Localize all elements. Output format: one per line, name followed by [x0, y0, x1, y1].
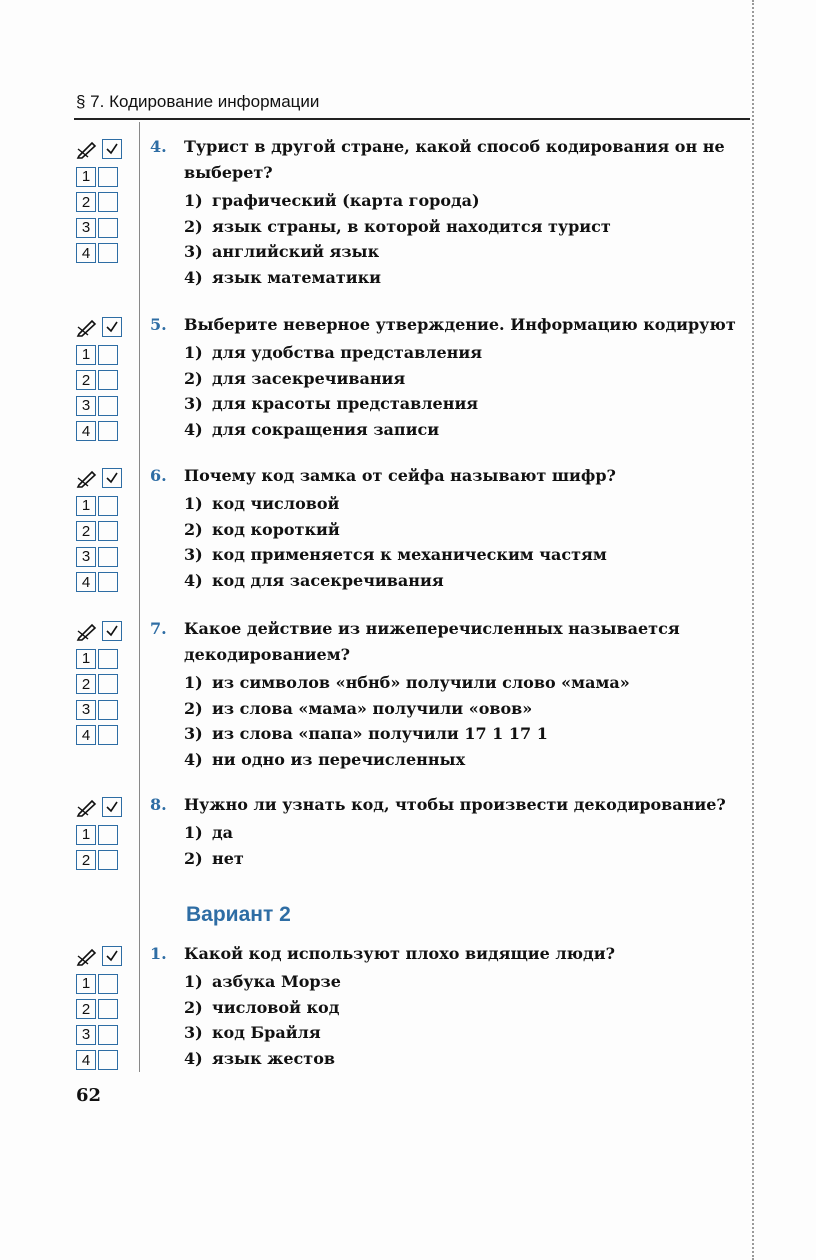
pencil-icon	[76, 317, 100, 337]
option	[184, 340, 750, 366]
option	[184, 820, 750, 846]
option	[184, 188, 750, 214]
option	[184, 995, 750, 1021]
option	[184, 1046, 750, 1072]
option-text: нет	[212, 848, 244, 868]
option	[184, 517, 750, 543]
option-text: язык математики	[212, 267, 382, 287]
answer-checkbox[interactable]	[98, 974, 118, 994]
question-6	[150, 463, 750, 593]
page-cut-line	[752, 0, 754, 1260]
option-number: 1)	[184, 673, 203, 692]
question-text: Какой код используют плохо видящие люди?	[184, 944, 615, 963]
option-text: из слова «папа» получили 17 1 17 1	[212, 724, 548, 743]
page-number: 62	[76, 1085, 102, 1106]
option-number: 4)	[184, 419, 203, 439]
option-number: 2)	[184, 997, 203, 1017]
answer-checkbox[interactable]	[98, 370, 118, 390]
option-number: 1)	[184, 343, 203, 362]
option-number: 2)	[184, 698, 203, 718]
option	[184, 846, 750, 872]
answer-number-box: 3	[76, 700, 96, 720]
answer-grid-q4	[76, 138, 128, 266]
answer-number-box: 4	[76, 725, 96, 745]
option-number: 3)	[184, 724, 203, 743]
option	[184, 747, 750, 773]
answer-number-box: 1	[76, 167, 96, 187]
option-text: код Брайля	[212, 1023, 321, 1042]
answer-checkbox[interactable]	[98, 396, 118, 416]
answer-grid-q7	[76, 620, 128, 748]
answer-checkbox[interactable]	[98, 1050, 118, 1070]
answer-grid-q5	[76, 316, 128, 444]
question-number: 4.	[150, 137, 167, 156]
pencil-icon	[76, 468, 100, 488]
answer-checkbox[interactable]	[98, 700, 118, 720]
checkmark-icon	[105, 471, 119, 485]
option-text: из слова «мама» получили «овов»	[212, 698, 533, 718]
option-text: для красоты представления	[212, 394, 479, 413]
option	[184, 542, 750, 568]
section-header: § 7. Кодирование информации	[76, 92, 320, 111]
check-box	[102, 468, 122, 488]
answer-checkbox[interactable]	[98, 725, 118, 745]
answer-number-box: 2	[76, 192, 96, 212]
question-text: Какое действие из нижеперечисленных называется декодированием?	[184, 619, 680, 664]
question-text-emphasis: неверное	[283, 315, 371, 334]
question-text: Почему код замка от сейфа называют шифр?	[184, 466, 616, 485]
answer-number-box: 3	[76, 218, 96, 238]
answer-checkbox[interactable]	[98, 1025, 118, 1045]
question-7	[150, 616, 750, 772]
question-5	[150, 312, 750, 442]
option	[184, 366, 750, 392]
answer-checkbox[interactable]	[98, 825, 118, 845]
option-number: 1)	[184, 191, 203, 210]
question-8	[150, 792, 750, 871]
question-text-part: утверждение. Информацию кодируют	[370, 315, 736, 334]
option-text: азбука Морзе	[212, 972, 341, 991]
option	[184, 969, 750, 995]
answer-grid-q8	[76, 796, 128, 873]
question-text	[184, 312, 750, 338]
answer-number-box: 3	[76, 547, 96, 567]
answer-number-box: 1	[76, 649, 96, 669]
option-number: 2)	[184, 519, 203, 539]
answer-checkbox[interactable]	[98, 192, 118, 212]
answer-checkbox[interactable]	[98, 167, 118, 187]
question-number: 5.	[150, 315, 167, 334]
answer-number-box: 2	[76, 674, 96, 694]
answer-grid-q6	[76, 467, 128, 595]
answer-number-box: 1	[76, 974, 96, 994]
answer-number-box: 4	[76, 572, 96, 592]
question-4	[150, 134, 750, 290]
pencil-icon	[76, 946, 100, 966]
question-number: 8.	[150, 795, 167, 814]
check-box	[102, 317, 122, 337]
option-number: 2)	[184, 368, 203, 388]
option-text: ни одно из перечисленных	[212, 749, 466, 769]
answer-number-box: 4	[76, 421, 96, 441]
option-number: 2)	[184, 216, 203, 236]
answer-number-box: 1	[76, 825, 96, 845]
option-number: 3)	[184, 545, 203, 564]
header-rule	[74, 118, 750, 120]
check-box	[102, 797, 122, 817]
option-text: код числовой	[212, 494, 340, 513]
variant2-question-1	[150, 941, 750, 1071]
answer-number-box: 2	[76, 370, 96, 390]
answer-checkbox[interactable]	[98, 496, 118, 516]
option	[184, 491, 750, 517]
answer-number-box: 4	[76, 1050, 96, 1070]
option	[184, 417, 750, 443]
option	[184, 670, 750, 696]
answer-column-divider	[139, 122, 140, 1072]
option-text: английский язык	[212, 242, 380, 261]
option-text: для засекречивания	[212, 368, 406, 388]
option-text: графический (карта города)	[212, 191, 480, 210]
checkmark-icon	[105, 320, 119, 334]
option-number: 1)	[184, 494, 203, 513]
option	[184, 391, 750, 417]
option-text: язык страны, в которой находится турист	[212, 216, 611, 236]
question-text: Нужно ли узнать код, чтобы произвести декодирование?	[184, 795, 726, 814]
answer-number-box: 3	[76, 396, 96, 416]
option-text: код для засекречивания	[212, 570, 444, 590]
pencil-icon	[76, 139, 100, 159]
answer-checkbox[interactable]	[98, 674, 118, 694]
option-number: 2)	[184, 848, 203, 868]
option-text: да	[212, 823, 234, 842]
check-box	[102, 621, 122, 641]
check-box	[102, 946, 122, 966]
option-number: 4)	[184, 1048, 203, 1068]
answer-checkbox[interactable]	[98, 218, 118, 238]
question-number: 6.	[150, 466, 167, 485]
checkmark-icon	[105, 949, 119, 963]
variant-title: Вариант 2	[186, 903, 291, 926]
question-text-part: Выберите	[184, 315, 284, 334]
option-number: 4)	[184, 570, 203, 590]
checkmark-icon	[105, 142, 119, 156]
answer-checkbox[interactable]	[98, 850, 118, 870]
option-number: 3)	[184, 1023, 203, 1042]
pencil-icon	[76, 797, 100, 817]
answer-checkbox[interactable]	[98, 649, 118, 669]
option-text: код применяется к механическим частям	[212, 545, 607, 564]
answer-checkbox[interactable]	[98, 521, 118, 541]
option	[184, 239, 750, 265]
answer-number-box: 2	[76, 850, 96, 870]
answer-checkbox[interactable]	[98, 547, 118, 567]
option-number: 3)	[184, 394, 203, 413]
question-number: 7.	[150, 619, 167, 638]
option	[184, 721, 750, 747]
option-number: 1)	[184, 972, 203, 991]
option-text: код короткий	[212, 519, 340, 539]
answer-checkbox[interactable]	[98, 243, 118, 263]
option-text: числовой код	[212, 997, 340, 1017]
option	[184, 696, 750, 722]
option-number: 4)	[184, 749, 203, 769]
option-text: для удобства представления	[212, 343, 483, 362]
answer-checkbox[interactable]	[98, 345, 118, 365]
option	[184, 265, 750, 291]
option	[184, 568, 750, 594]
answer-number-box: 1	[76, 496, 96, 516]
checkmark-icon	[105, 624, 119, 638]
option-number: 1)	[184, 823, 203, 842]
option-text: из символов «нбнб» получили слово «мама»	[212, 673, 630, 692]
option-number: 3)	[184, 242, 203, 261]
option-text: для сокращения записи	[212, 419, 440, 439]
option-number: 4)	[184, 267, 203, 287]
answer-checkbox[interactable]	[98, 999, 118, 1019]
checkmark-icon	[105, 800, 119, 814]
answer-checkbox[interactable]	[98, 572, 118, 592]
answer-number-box: 2	[76, 521, 96, 541]
option	[184, 214, 750, 240]
answer-number-box: 1	[76, 345, 96, 365]
answer-number-box: 2	[76, 999, 96, 1019]
answer-grid-v2-q1	[76, 945, 128, 1073]
answer-number-box: 3	[76, 1025, 96, 1045]
answer-checkbox[interactable]	[98, 421, 118, 441]
pencil-icon	[76, 621, 100, 641]
option-text: язык жестов	[212, 1048, 335, 1068]
answer-number-box: 4	[76, 243, 96, 263]
option	[184, 1020, 750, 1046]
question-number: 1.	[150, 944, 167, 963]
check-box	[102, 139, 122, 159]
question-text: Турист в другой стране, какой способ кодирования он не выберет?	[184, 137, 725, 182]
